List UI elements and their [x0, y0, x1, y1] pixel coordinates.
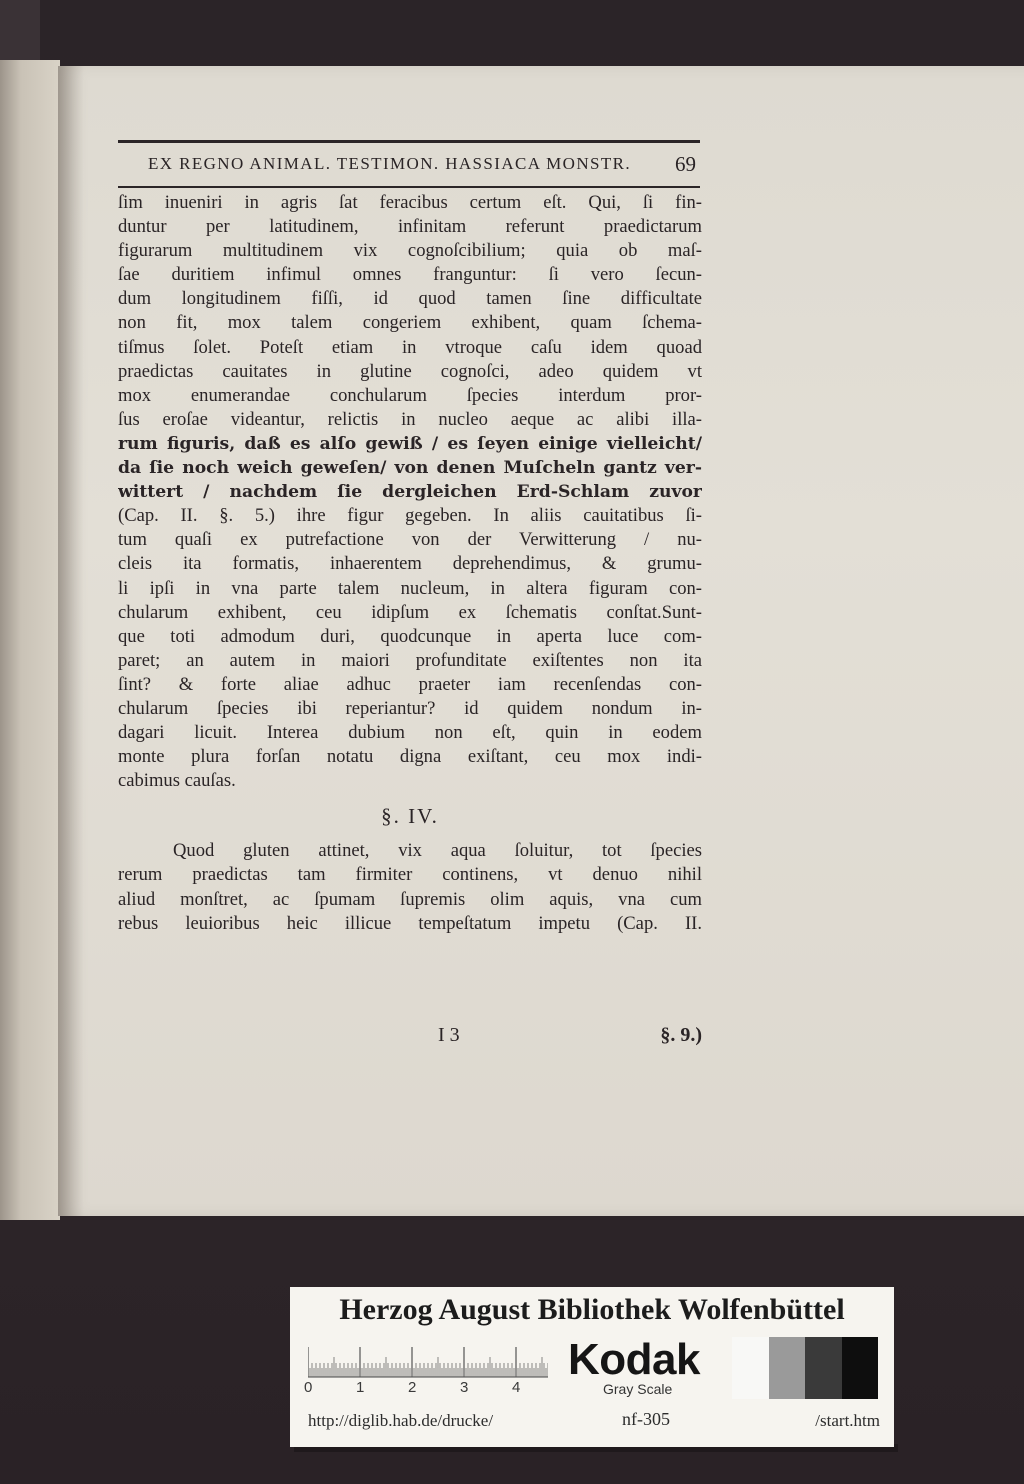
- text-block: [118, 191, 702, 936]
- text-line: tiſmus ſolet. Poteſt etiam in vtroque caſu idem quoad: [118, 336, 702, 358]
- gray-patch: [732, 1337, 769, 1399]
- text-line-fraktur: wittert / nachdem ſie dergleichen Erd-Schlam zuvor: [118, 482, 702, 503]
- text-line: Quod gluten attinet, vix aqua ſoluitur, tot ſpecies: [173, 840, 702, 862]
- catchword: §. 9.): [660, 1024, 702, 1046]
- text-line: rebus leuioribus heic illicue tempeſtatum impetu (Cap. II.: [118, 912, 702, 934]
- text-line: aliud monſtret, ac ſpumam ſupremis olim aquis, vna cum: [118, 888, 702, 910]
- gray-patch: [805, 1337, 842, 1399]
- page-number: 69: [675, 151, 696, 176]
- text-line: paret; an autem in maiori profunditate exiſtentes non ita: [118, 649, 702, 671]
- text-line: li ipſi in vna parte talem nucleum, in altera figuram con-: [118, 577, 702, 599]
- text-line: dum longitudinem fiſſi, id quod tamen ſine difficultate: [118, 288, 702, 310]
- text-line: chularum exhibent, ceu idipſum ex ſchematis conſtat.Sunt-: [118, 601, 702, 623]
- gray-patch: [842, 1337, 879, 1399]
- background-shadow: [0, 0, 40, 60]
- paragraph-2: [118, 839, 702, 935]
- text-line: duntur per latitudinem, infinitam referunt praedictarum: [118, 216, 702, 238]
- ruler-ticks: [308, 1347, 548, 1377]
- text-line-fraktur: da ſie noch weich geweſen/ von denen Muſcheln gantz ver-: [118, 458, 702, 479]
- color-target-card: [290, 1287, 894, 1447]
- text-line: dagari licuit. Interea dubium non eſt, quin in eodem: [118, 722, 702, 744]
- text-line-fraktur: rum figuris, daß es alſo gewiß / es ſeyen einige vielleicht/: [118, 433, 702, 454]
- text-line: ſae duritiem infimul omnes franguntur: ſi vero ſecun-: [118, 264, 702, 286]
- text-line: (Cap. II. §. 5.) ihre figur gegeben. In aliis cauitatibus ſi-: [118, 505, 702, 527]
- text-line: ſim inueniri in agris ſat feracibus certum eſt. Qui, ſi fin-: [118, 192, 702, 213]
- text-line: rerum praedictas tam firmiter continens, vt denuo nihil: [118, 864, 702, 886]
- text-line: que toti admodum duri, quodcunque in aperta luce com-: [118, 625, 702, 647]
- start-page-path: /start.htm: [815, 1411, 880, 1430]
- ruler-numbers: [304, 1379, 544, 1399]
- kodak-logo: Kodak: [568, 1335, 700, 1384]
- header-rule-bottom: [118, 186, 700, 188]
- library-name: Herzog August Bibliothek Wolfenbüttel: [339, 1293, 845, 1326]
- text-line: chularum ſpecies ibi reperiantur? id quidem nondum in-: [118, 697, 702, 719]
- text-line: ſint? & forte aliae adhuc praeter iam recenſendas con-: [118, 673, 702, 695]
- text-line: cleis ita formatis, inhaerentem deprehendimus, & grumu-: [118, 553, 702, 575]
- scale-ruler: [308, 1342, 548, 1378]
- gray-scale-patches: [732, 1337, 878, 1399]
- text-line: figurarum multitudinem vix cognoſcibilium; quia ob maſ-: [118, 240, 702, 262]
- text-line: monte plura forſan notatu digna exiſtant, ceu mox indi-: [118, 746, 702, 768]
- digital-library-url: http://diglib.hab.de/drucke/: [308, 1411, 494, 1430]
- previous-page-edge: [0, 60, 60, 1220]
- ruler-number: 1: [356, 1379, 365, 1396]
- gray-patch: [769, 1337, 806, 1399]
- page-gutter-shadow: [58, 66, 84, 1216]
- ruler-number: 2: [408, 1379, 417, 1396]
- text-line: mox enumerandae conchularum ſpecies interdum pror-: [118, 384, 702, 406]
- text-line: non fit, mox talem congeriem exhibent, quam ſchema-: [118, 312, 702, 334]
- header-rule-top: [118, 140, 700, 143]
- text-line: cabimus cauſas.: [118, 770, 236, 792]
- page-foot: [118, 1024, 702, 1054]
- running-head-title: EX REGNO ANIMAL. TESTIMON. HASSIACA MONSTR.: [148, 154, 632, 173]
- shelfmark-code: nf-305: [622, 1409, 670, 1429]
- text-line: tum quaſi ex putrefactione von der Verwitterung / nu-: [118, 529, 702, 551]
- signature-mark: I 3: [438, 1024, 460, 1046]
- ruler-number: 4: [512, 1379, 521, 1396]
- paragraph-1: [118, 191, 702, 793]
- gray-scale-label: Gray Scale: [603, 1381, 673, 1397]
- text-line: praedictas cauitates in glutine cognoſci, adeo quidem vt: [118, 360, 702, 382]
- text-line: ſus eroſae videantur, relictis in nucleo aeque ac alibi illa-: [118, 408, 702, 430]
- running-head: [118, 146, 700, 182]
- ruler-number: 3: [460, 1379, 469, 1396]
- ruler-number: 0: [304, 1379, 313, 1396]
- section-heading: §. IV.: [381, 804, 439, 829]
